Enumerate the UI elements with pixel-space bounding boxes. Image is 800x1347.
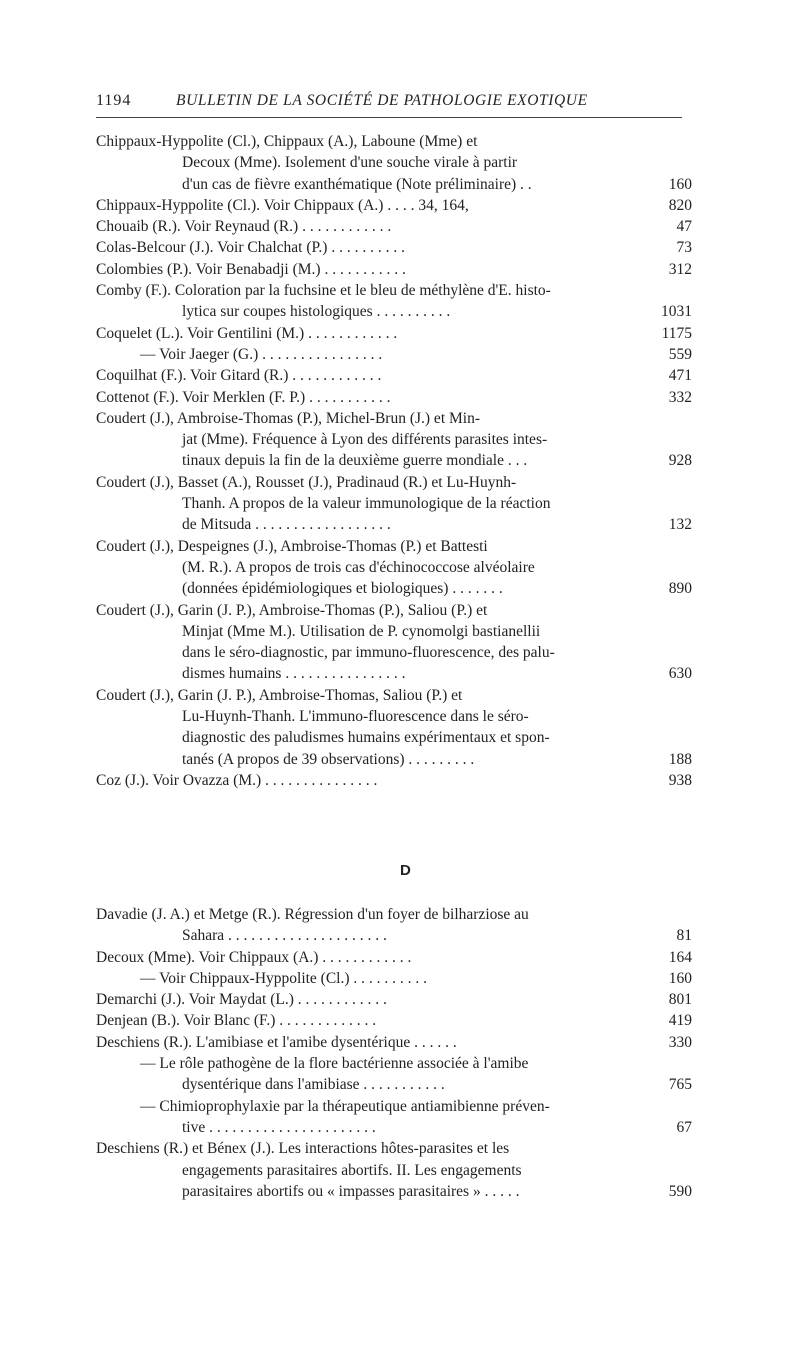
entry-line: Coquilhat (F.). Voir Gitard (R.) . . . . . . . . . . . . 471 — [96, 365, 692, 386]
index-entry — [96, 536, 692, 600]
entry-line: dismes humains . . . . . . . . . . . . . . . . 630 — [96, 663, 692, 684]
entry-line: Coudert (J.), Ambroise-Thomas (P.), Michel-Brun (J.) et Min- — [96, 409, 480, 427]
entry-line: Sahara . . . . . . . . . . . . . . . . . . . . . 81 — [96, 925, 692, 946]
entry-line: de Mitsuda . . . . . . . . . . . . . . . . . . 132 — [96, 514, 692, 535]
page-reference: 890 — [668, 580, 692, 598]
index-entry — [96, 131, 692, 195]
entry-line: (données épidémiologiques et biologiques) . . . . . . . 890 — [96, 578, 692, 599]
entry-line: engagements parasitaires abortifs. II. Les engagements — [182, 1161, 522, 1179]
entry-line: Colombies (P.). Voir Benabadji (M.) . . . . . . . . . . . 312 — [96, 259, 692, 280]
entry-line: parasitaires abortifs ou « impasses parasitaires » . . . . . 590 — [96, 1181, 692, 1202]
entry-line: diagnostic des paludismes humains expérimentaux et spon- — [182, 729, 550, 747]
entry-line: — Le rôle pathogène de la flore bactérienne associée à l'amibe — [140, 1055, 529, 1073]
index-entry — [96, 968, 692, 989]
entry-line: Chippaux-Hyppolite (Cl.), Chippaux (A.), Laboune (Mme) et — [96, 133, 478, 150]
entry-line: Chouaib (R.). Voir Reynaud (R.) . . . . . . . . . . . . 47 — [96, 216, 692, 237]
index-entry — [96, 1138, 692, 1202]
page-reference: 164 — [668, 948, 692, 966]
journal-title: BULLETIN DE LA SOCIÉTÉ DE PATHOLOGIE EXOTIQUE — [176, 92, 588, 109]
entry-line: Colas-Belcour (J.). Voir Chalchat (P.) . . . . . . . . . . 73 — [96, 237, 692, 258]
page-reference: 765 — [668, 1076, 692, 1094]
entry-line: Coudert (J.), Despeignes (J.), Ambroise-Thomas (P.) et Battesti — [96, 537, 488, 555]
index-entry — [96, 387, 692, 408]
index-entry — [96, 600, 692, 685]
entry-line: Coudert (J.), Basset (A.), Rousset (J.), Pradinaud (R.) et Lu-Huynh- — [96, 473, 517, 491]
page-reference: 938 — [668, 771, 692, 789]
entry-line: tanés (A propos de 39 observations) . . . . . . . . . 188 — [96, 749, 692, 770]
entry-line: Decoux (Mme). Isolement d'une souche virale à partir — [182, 154, 518, 172]
running-header — [96, 88, 678, 116]
index-entry — [96, 989, 692, 1010]
index-entry — [96, 237, 692, 258]
entry-line: dysentérique dans l'amibiase . . . . . . . . . . . 765 — [96, 1074, 692, 1095]
entry-line: — Voir Jaeger (G.) . . . . . . . . . . . . . . . . 559 — [96, 344, 692, 365]
entry-line: Davadie (J. A.) et Metge (R.). Régression d'un foyer de bilharziose au — [96, 906, 529, 923]
entry-line: dans le séro-diagnostic, par immuno-fluorescence, des palu- — [182, 644, 555, 662]
entry-line: (M. R.). A propos de trois cas d'échinococcose alvéolaire — [182, 558, 535, 576]
entry-line: Cottenot (F.). Voir Merklen (F. P.) . . . . . . . . . . . 332 — [96, 387, 692, 408]
index-entry — [96, 216, 692, 237]
index-entry — [96, 344, 692, 365]
entry-line: Denjean (B.). Voir Blanc (F.) . . . . . . . . . . . . . 419 — [96, 1010, 692, 1031]
index-entry — [96, 280, 692, 323]
section-letter: D — [400, 862, 411, 879]
page-reference: 67 — [676, 1118, 692, 1136]
entry-line: jat (Mme). Fréquence à Lyon des différents parasites intes- — [182, 431, 548, 449]
index-d-section — [96, 904, 692, 1202]
page-reference: 1175 — [661, 324, 692, 342]
entry-line: Chippaux-Hyppolite (Cl.). Voir Chippaux (A.) . . . . 34, 164, 820 — [96, 195, 692, 216]
page-reference: 81 — [676, 927, 692, 945]
page-number: 1194 — [96, 92, 132, 109]
page-reference: 559 — [668, 345, 692, 363]
entry-line: Coquelet (L.). Voir Gentilini (M.) . . . . . . . . . . . . 1175 — [96, 323, 692, 344]
index-entry — [96, 195, 692, 216]
index-entry — [96, 1053, 692, 1096]
index-entry — [96, 1096, 692, 1139]
index-entry — [96, 408, 692, 472]
page-reference: 590 — [668, 1182, 692, 1200]
entry-line: Coudert (J.), Garin (J. P.), Ambroise-Thomas (P.), Saliou (P.) et — [96, 601, 488, 619]
entry-line: lytica sur coupes histologiques . . . . . . . . . . 1031 — [96, 301, 692, 322]
index-entry — [96, 1010, 692, 1031]
index-entry — [96, 259, 692, 280]
index-entry — [96, 365, 692, 386]
page-reference: 160 — [668, 175, 692, 193]
entry-line: tive . . . . . . . . . . . . . . . . . . . . . . 67 — [96, 1117, 692, 1138]
page-reference: 419 — [668, 1012, 692, 1030]
entry-line: d'un cas de fièvre exanthématique (Note préliminaire) . . 160 — [96, 174, 692, 195]
page-reference: 160 — [668, 969, 692, 987]
index-entry — [96, 472, 692, 536]
entry-line: tinaux depuis la fin de la deuxième guerre mondiale . . . 928 — [96, 450, 692, 471]
entry-line: Deschiens (R.) et Bénex (J.). Les interactions hôtes-parasites et les — [96, 1140, 510, 1158]
index-entry — [96, 770, 692, 791]
entry-line: Decoux (Mme). Voir Chippaux (A.) . . . . . . . . . . . . 164 — [96, 947, 692, 968]
page-reference: 928 — [668, 452, 692, 470]
page-reference: 132 — [668, 516, 692, 534]
index-entry — [96, 323, 692, 344]
page-reference: 73 — [676, 239, 692, 257]
page-reference: 312 — [668, 260, 692, 278]
page-reference: 820 — [668, 196, 692, 214]
entry-line: Thanh. A propos de la valeur immunologique de la réaction — [182, 495, 551, 513]
index-c-section — [96, 131, 692, 791]
page-reference: 801 — [668, 991, 692, 1009]
entry-line: Minjat (Mme M.). Utilisation de P. cynomolgi bastianellii — [182, 622, 541, 640]
index-entry — [96, 685, 692, 770]
entry-line: — Voir Chippaux-Hyppolite (Cl.) . . . . . . . . . . 160 — [96, 968, 692, 989]
page-reference: 330 — [668, 1033, 692, 1051]
page-reference: 332 — [668, 388, 692, 406]
header-rule — [96, 117, 682, 118]
page-reference: 47 — [676, 218, 692, 236]
entry-line: Comby (F.). Coloration par la fuchsine et le bleu de méthylène d'E. histo- — [96, 282, 551, 300]
index-entry — [96, 947, 692, 968]
index-entry — [96, 1032, 692, 1053]
entry-line: Demarchi (J.). Voir Maydat (L.) . . . . . . . . . . . . 801 — [96, 989, 692, 1010]
page-reference: 1031 — [661, 303, 692, 321]
entry-line: Coudert (J.), Garin (J. P.), Ambroise-Thomas, Saliou (P.) et — [96, 686, 463, 704]
page-reference: 471 — [668, 367, 692, 385]
entry-line: Deschiens (R.). L'amibiase et l'amibe dysentérique . . . . . . 330 — [96, 1032, 692, 1053]
entry-line: — Chimioprophylaxie par la thérapeutique antiamibienne préven- — [140, 1097, 550, 1115]
page-reference: 630 — [668, 665, 692, 683]
page-reference: 188 — [668, 750, 692, 768]
entry-line: Lu-Huynh-Thanh. L'immuno-fluorescence dans le séro- — [182, 708, 529, 726]
entry-line: Coz (J.). Voir Ovazza (M.) . . . . . . . . . . . . . . . 938 — [96, 770, 692, 791]
index-entry — [96, 904, 692, 947]
